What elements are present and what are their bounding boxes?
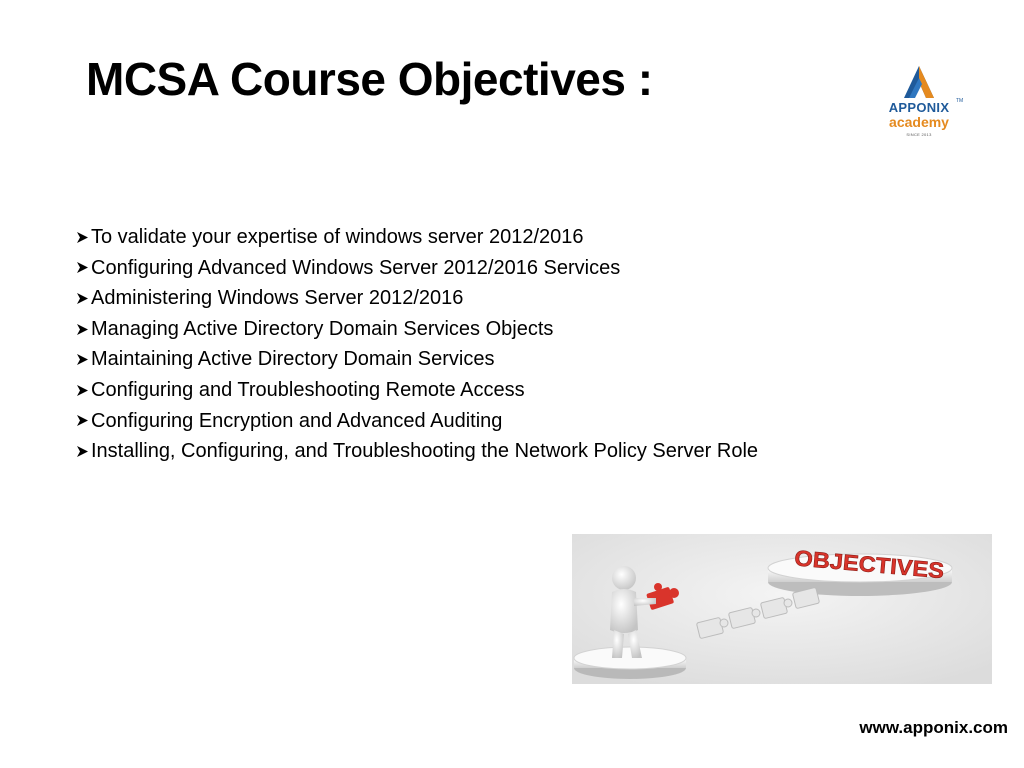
arrowhead-bullet-icon [76,414,89,427]
logo-since: SINCE 2013 [906,132,932,137]
arrowhead-bullet-icon [76,231,89,244]
list-item [76,344,758,375]
objectives-puzzle-illustration [572,534,992,684]
logo-a-mark-icon [876,64,962,100]
logo-wordmark: APPONIX [888,100,950,115]
list-item-text: Maintaining Active Directory Domain Services [91,348,495,371]
slide-title: MCSA Course Objectives : [86,53,653,105]
list-item [76,314,758,345]
arrowhead-bullet-icon [76,261,89,274]
list-item-text: Installing, Configuring, and Troubleshooting the Network Policy Server Role [91,440,759,463]
list-item-text: Configuring Advanced Windows Server 2012/2016 Services [91,256,621,279]
list-item-text: Configuring Encryption and Advanced Auditing [91,409,503,432]
arrowhead-bullet-icon [76,292,89,305]
list-item-text: To validate your expertise of windows server 2012/2016 [91,226,584,248]
arrowhead-bullet-icon [76,445,89,458]
objectives-sign-text: OBJECTIVES [793,545,935,583]
list-item [76,222,758,253]
logo-subword: academy [889,114,949,130]
list-item-text: Managing Active Directory Domain Services Objects [91,317,554,340]
arrowhead-bullet-icon [76,384,89,397]
list-item [76,406,758,437]
list-item-text: Configuring and Troubleshooting Remote Access [91,378,525,401]
list-item-text: Administering Windows Server 2012/2016 [91,287,464,310]
arrowhead-bullet-icon [76,353,89,366]
list-item [76,253,758,284]
objectives-list [76,222,758,467]
list-item [76,283,758,314]
arrowhead-bullet-icon [76,323,89,336]
logo-trademark: TM [956,98,964,104]
footer-website-link[interactable]: www.apponix.com [859,718,1008,737]
apponix-academy-logo [876,64,962,140]
list-item [76,375,758,406]
list-item [76,436,758,467]
